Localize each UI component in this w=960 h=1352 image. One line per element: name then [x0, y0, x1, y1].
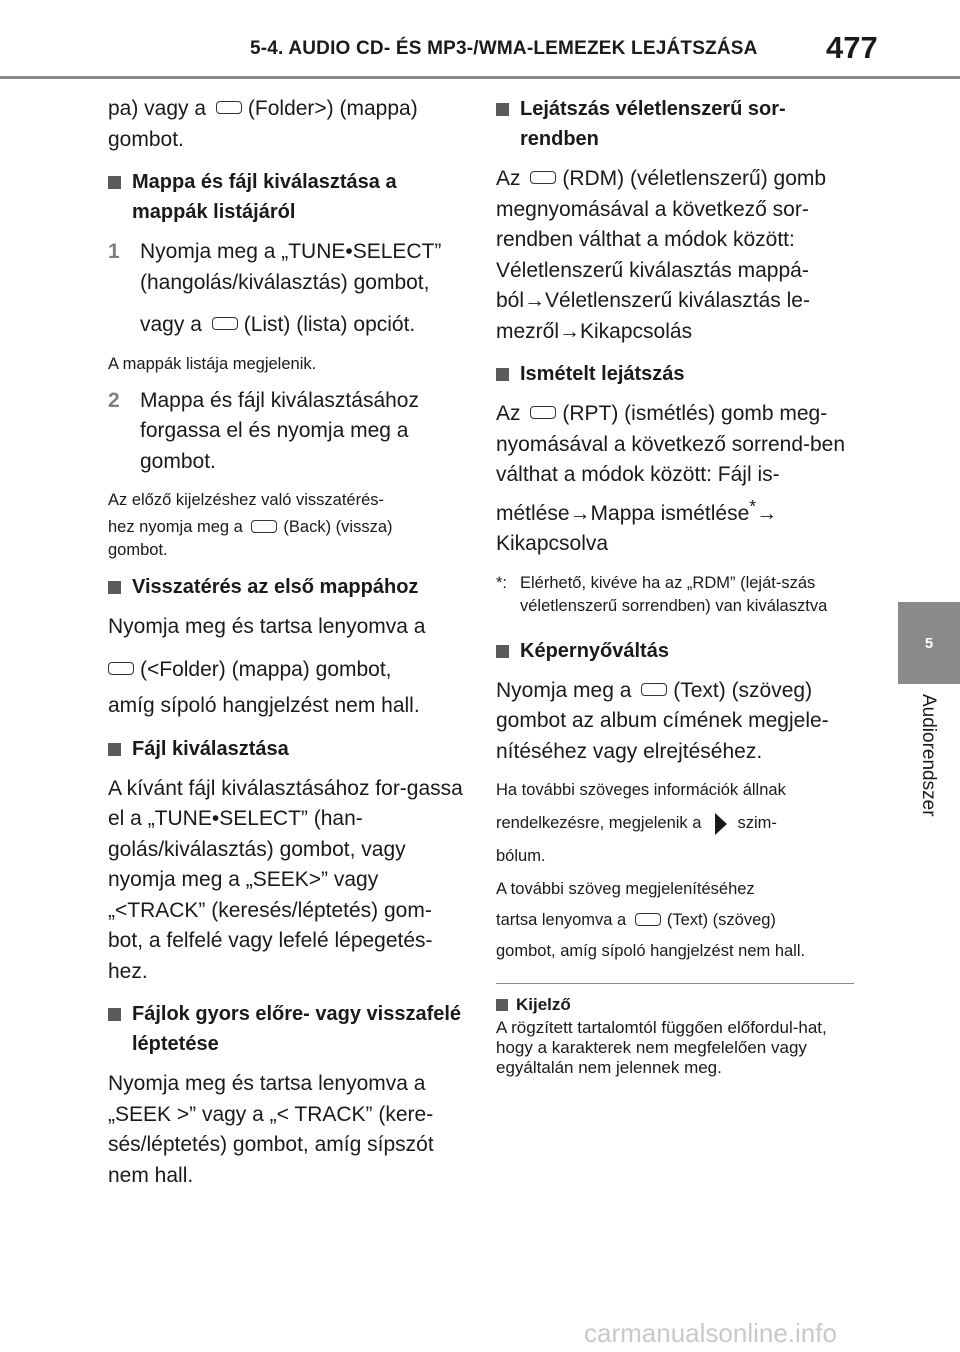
body-text: nyomásával a következő sorrend-ben válthat a módok között: Fájl is-métlése→Mappa ismétlése*→ Kikapcsolva	[496, 432, 846, 555]
back-button-icon	[251, 520, 277, 533]
note-text: Ha további szöveges információk állnak	[496, 781, 786, 799]
section-heading-folder-list: Mappa és fájl kiválasztása a mappák listájáról	[108, 167, 464, 227]
note-divider	[496, 983, 854, 984]
page-number: 477	[826, 30, 878, 65]
body-text: Nyomja meg és tartsa lenyomva a	[108, 615, 426, 638]
text-button-icon	[635, 913, 661, 926]
step-1	[108, 237, 464, 341]
body-text: amíg sípoló hangjelzést nem hall.	[108, 694, 420, 717]
note-text: gombot.	[108, 541, 168, 559]
section-heading-first-folder: Visszatérés az első mappához	[108, 572, 464, 602]
note-text: rendelkezésre, megjelenik a szim-	[496, 812, 854, 835]
note-text: tartsa lenyomva a (Text) (szöveg)	[496, 911, 776, 929]
left-column	[108, 94, 464, 1203]
section-heading-file-select: Fájl kiválasztása	[108, 734, 464, 764]
note-text: gombot, amíg sípoló hangjelzést nem hall.	[496, 942, 806, 960]
note-heading: Kijelző	[496, 994, 854, 1016]
step-text: Mappa és fájl kiválasztásához forgassa el és nyomja meg a gombot.	[140, 388, 419, 473]
note-text: Az előző kijelzéshez való visszatérés-	[108, 491, 385, 509]
chapter-label: Audiorendszer	[918, 694, 939, 817]
step-2	[108, 386, 464, 478]
body-text: Nyomja meg a (Text) (szöveg)	[496, 678, 813, 702]
note-body: A rögzített tartalomtól függően előfordul-hat, hogy a karakterek nem megfelelően vagy egyáltalán nem jelennek meg.	[496, 1018, 827, 1077]
watermark: carmanualsonline.info	[584, 1318, 837, 1348]
step-text-cont: vagy a (List) (lista) opciót.	[140, 313, 416, 336]
rpt-button-icon	[530, 406, 556, 419]
section-heading-random: Lejátszás véletlenszerű sor-rendben	[496, 94, 854, 154]
body-text: A kívánt fájl kiválasztásához for-gassa el a „TUNE•SELECT” (han-golás/kiválasztás) gombot, vagy nyomja meg a „SEEK>” vagy „<TRACK” (keresés/léptetés) gom-bot, a felfelé vagy lefelé lépegetés-hez.	[108, 776, 463, 983]
note-text: A mappák listája megjelenik.	[108, 354, 317, 373]
section-heading-screen: Képernyőváltás	[496, 636, 854, 666]
chapter-tab: 5	[898, 602, 960, 684]
step-number: 2	[108, 388, 120, 412]
section-heading-fast-step: Fájlok gyors előre- vagy visszafelé léptetése	[108, 999, 464, 1059]
rdm-button-icon	[530, 171, 556, 184]
text-button-icon	[641, 683, 667, 696]
body-text: (<Folder) (mappa) gombot,	[108, 655, 464, 686]
folder-button-icon	[216, 101, 242, 114]
folder-button-icon	[108, 662, 134, 675]
note-text: bólum.	[496, 847, 546, 865]
body-text: megnyomásával a következő sor-rendben válthat a módok között: Véletlenszerű kiválasztás mappá-ból→Véletlenszerű kiválasztás le-mezről→Kikapcsolás	[496, 197, 810, 343]
note-text: A további szöveg megjelenítéséhez	[496, 880, 755, 898]
scroll-symbol-icon	[715, 813, 727, 835]
section-heading-repeat: Ismételt lejátszás	[496, 359, 854, 389]
step-number: 1	[108, 240, 120, 263]
list-button-icon	[212, 317, 238, 330]
intro-text-end: gombot.	[108, 127, 184, 151]
header-divider	[0, 76, 960, 79]
body-text: gombot az album címének megjele-nítéséhez vagy elrejtéséhez.	[496, 709, 829, 763]
step-text: Nyomja meg a „TUNE•SELECT” (hangolás/kiválasztás) gombot,	[140, 240, 442, 294]
right-column	[496, 94, 854, 1078]
body-text: Az (RPT) (ismétlés) gomb meg-	[496, 402, 828, 425]
body-text: Az (RDM) (véletlenszerű) gomb	[496, 167, 827, 190]
body-text: Nyomja meg és tartsa lenyomva a „SEEK >” vagy a „< TRACK” (kere-sés/léptetés) gombot, amíg sípszót nem hall.	[108, 1072, 434, 1187]
note-text: hez nyomja meg a (Back) (vissza)	[108, 518, 393, 536]
intro-text: pa) vagy a (Folder>) (mappa)	[108, 97, 418, 120]
header-title: 5-4. AUDIO CD- ÉS MP3-/WMA-LEMEZEK LEJÁTSZÁSA	[250, 38, 758, 59]
footnote: *: Elérhető, kivéve ha az „RDM” (leját-szás véletlenszerű sorrendben) van kiválasztva	[496, 573, 828, 615]
